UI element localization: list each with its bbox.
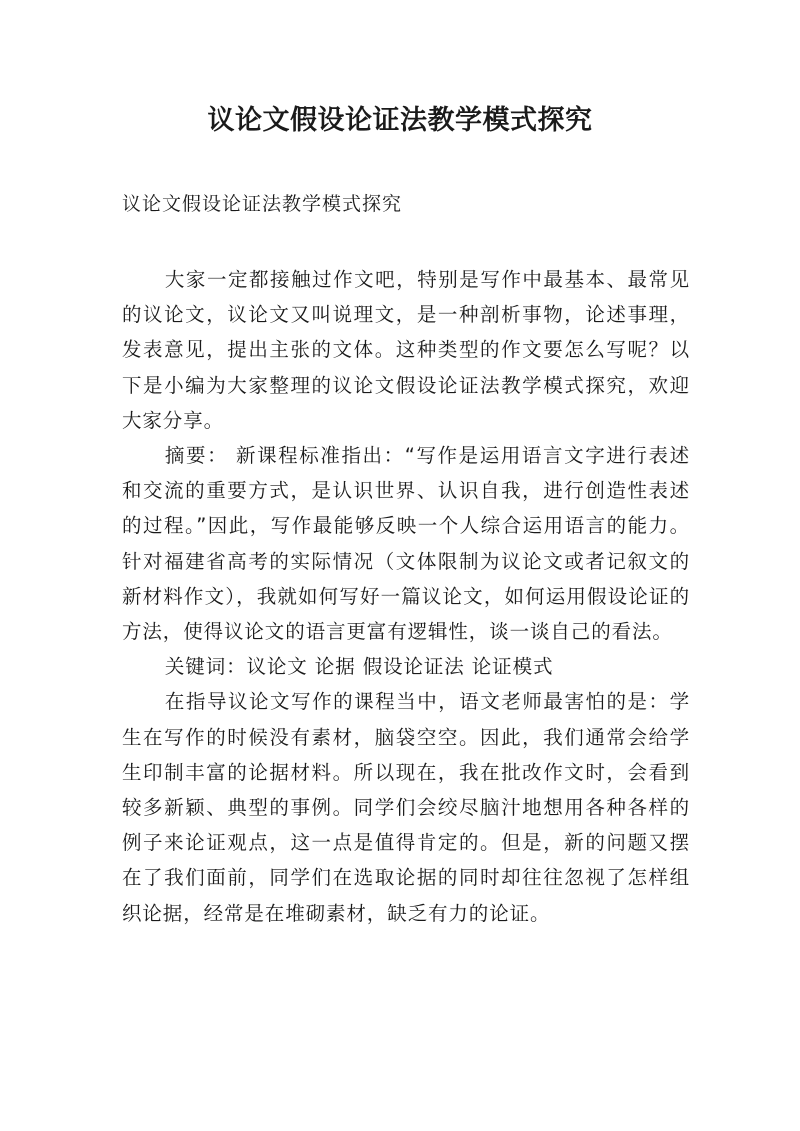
paragraph-keywords: 关键词：议论文 论据 假设论证法 论证模式 [164,655,554,679]
paragraph-abstract: 摘要： 新课程标准指出：“写作是运用语言文字进行表述和交流的重要方式，是认识世界、认识自我，进行创造性表述的过程。”因此，写作最能够反映一个人综合运用语言的能力。针对福建省高考的实际情况（文体限制为议论文或者记叙文的新材料作文），我就如何写好一篇议论文，如何运用假设论证的方法，使得议论文的语言更富有逻辑性，谈一谈自己的看法。 [122,444,690,644]
document-body [122,262,690,931]
paragraph-intro: 大家一定都接触过作文吧，特别是写作中最基本、最常见的议论文，议论文又叫说理文，是一种剖析事物，论述事理，发表意见，提出主张的文体。这种类型的作文要怎么写呢？以下是小编为大家整理的议论文假设论证法教学模式探究，欢迎大家分享。 [122,268,690,432]
document-subtitle: 议论文假设论证法教学模式探究 [122,193,403,215]
paragraph-body: 在指导议论文写作的课程当中，语文老师最害怕的是：学生在写作的时候没有素材，脑袋空空。因此，我们通常会给学生印制丰富的论据材料。所以现在，我在批改作文时，会看到较多新颖、典型的事例。同学们会绞尽脑汁地想用各种各样的例子来论证观点，这一点是值得肯定的。但是，新的问题又摆在了我们面前，同学们在选取论据的同时却往往忽视了怎样组织论据，经常是在堆砌素材，缺乏有力的论证。 [122,690,690,925]
page-title: 议论文假设论证法教学模式探究 [207,105,593,136]
